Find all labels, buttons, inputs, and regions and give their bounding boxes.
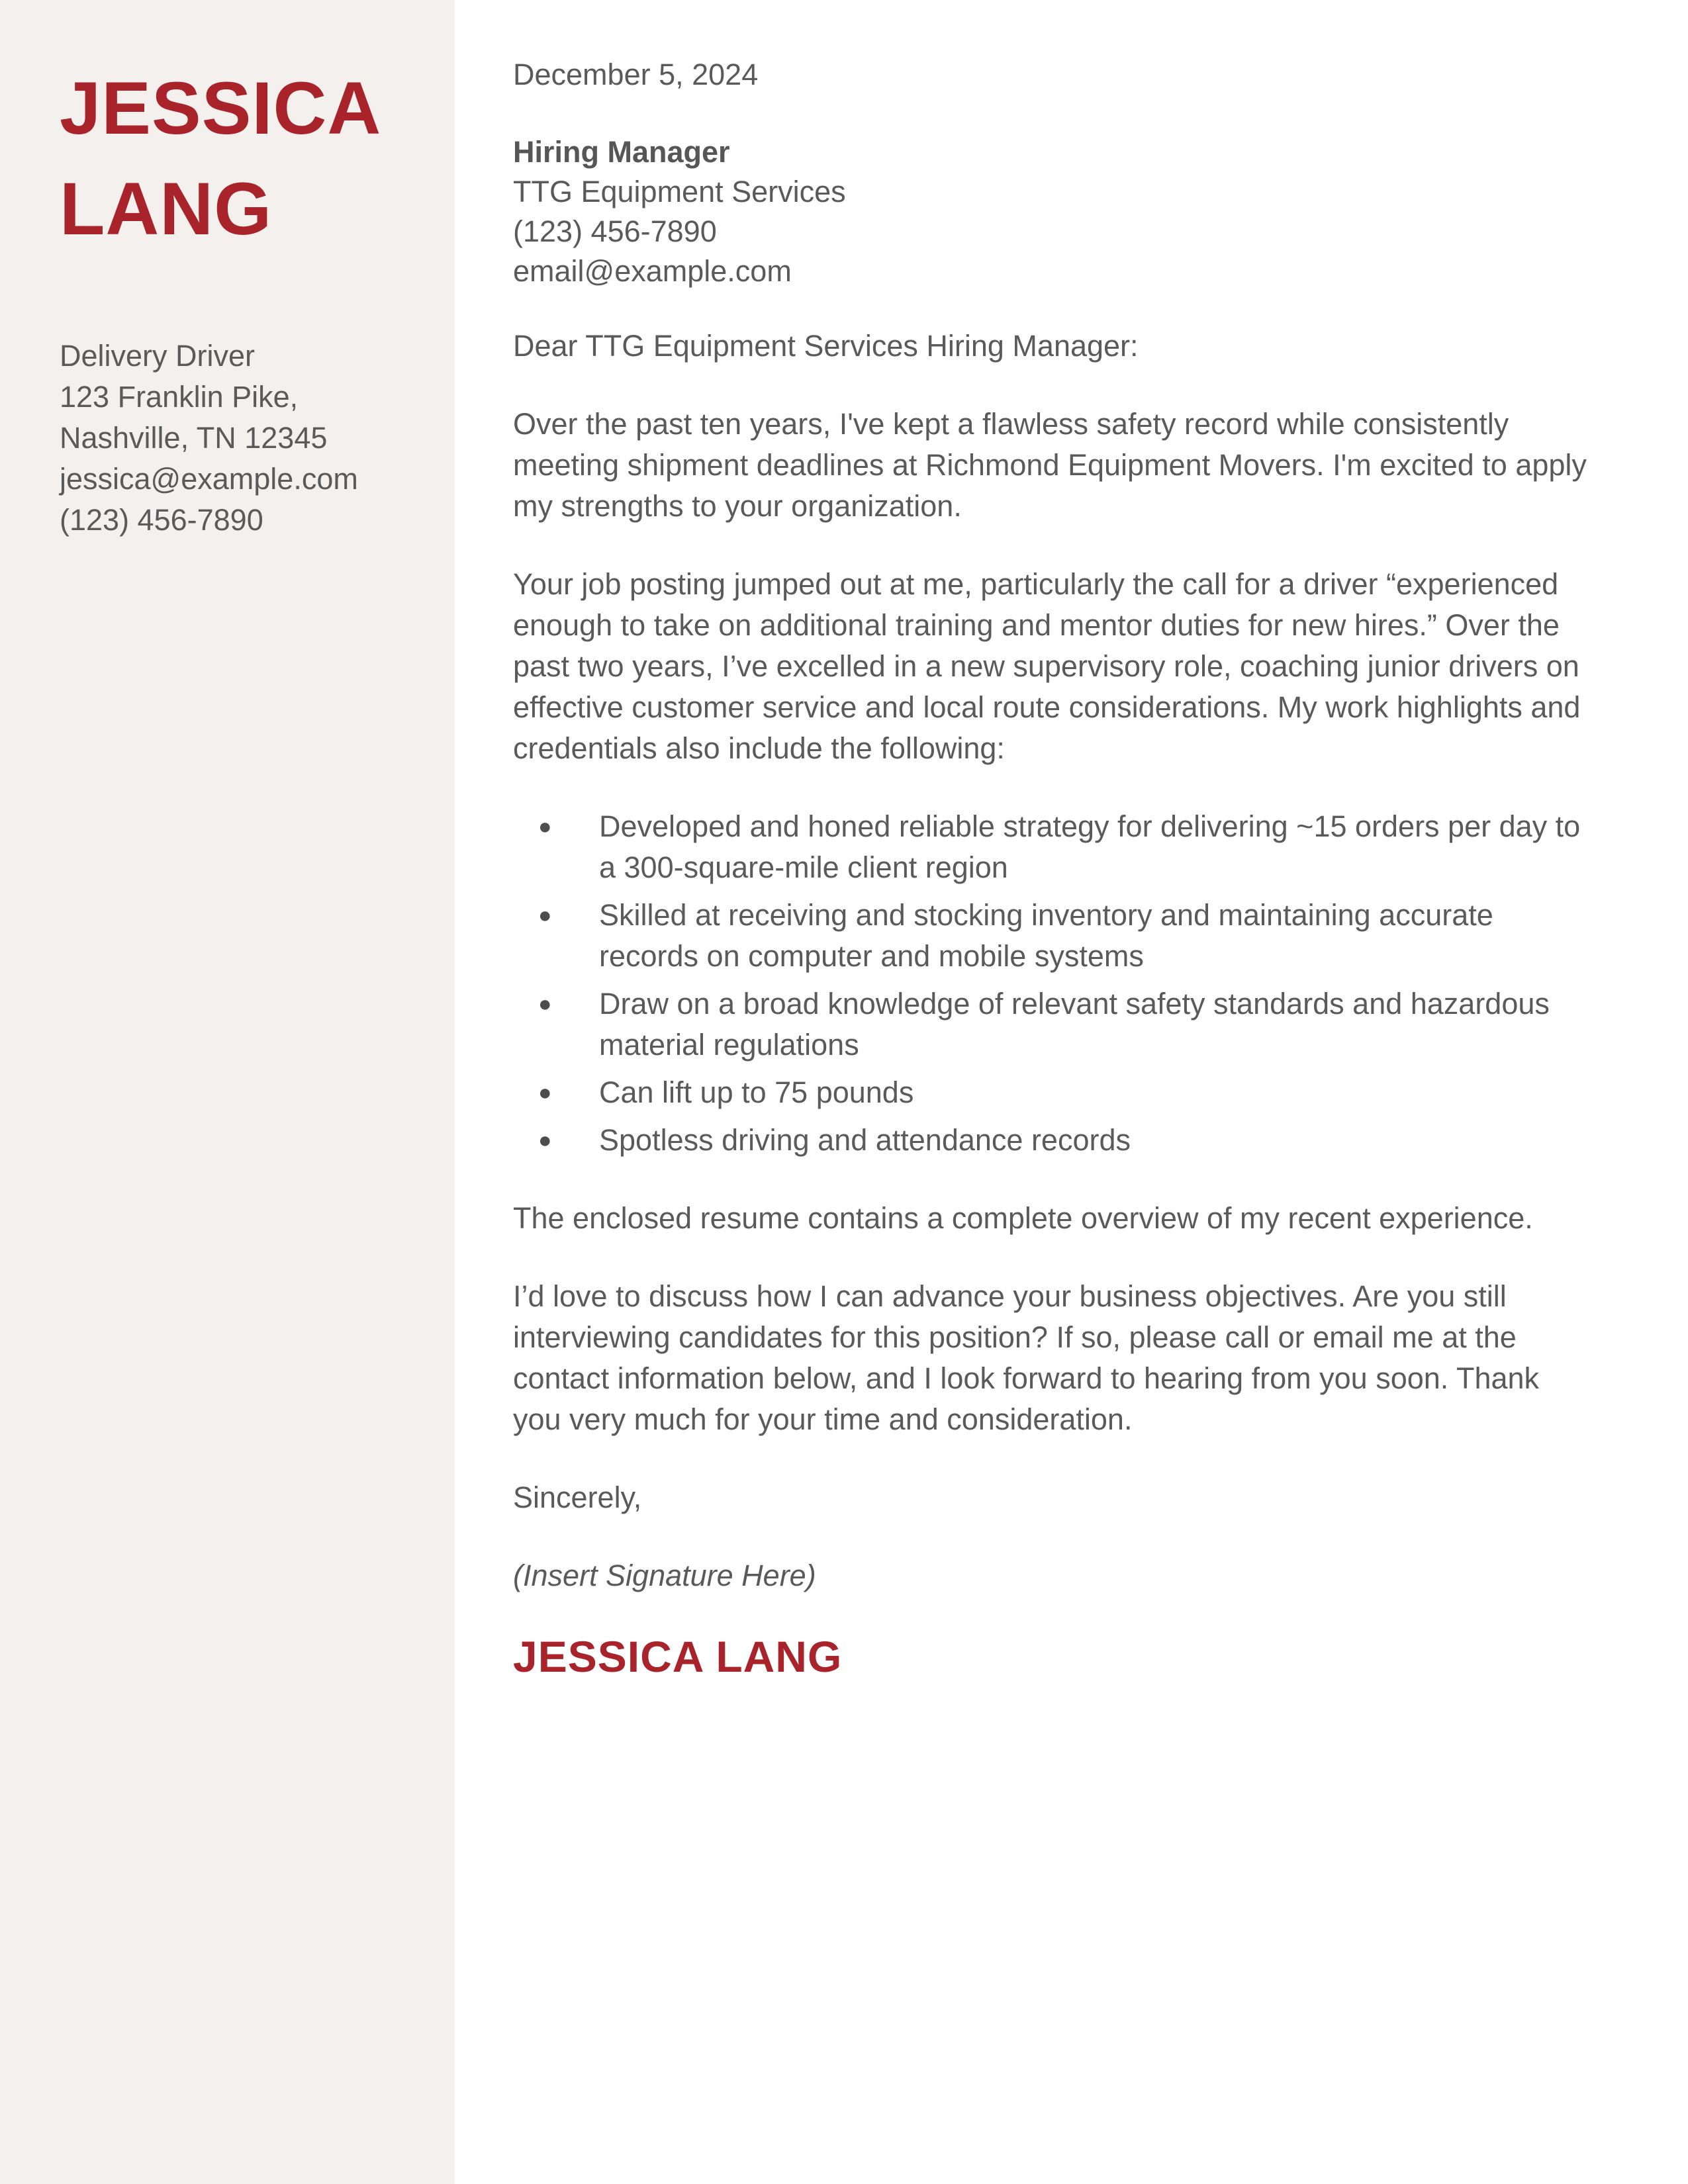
- applicant-email: jessica@example.com: [60, 462, 358, 496]
- list-item: ● Skilled at receiving and stocking inventory and maintaining accurate records on computer and mobile systems: [513, 895, 1589, 977]
- paragraph-intro: Over the past ten years, I've kept a flawless safety record while consistently meeting shipment deadlines at Richmond Equipment Movers. I'm excited to apply my strengths to your organization.: [513, 407, 1587, 523]
- closing: Sincerely,: [513, 1480, 642, 1514]
- recipient-company: TTG Equipment Services: [513, 175, 846, 208]
- letter-date: December 5, 2024: [513, 58, 759, 91]
- recipient-phone: (123) 456-7890: [513, 214, 717, 248]
- list-item: ● Draw on a broad knowledge of relevant safety standards and hazardous material regulations: [513, 983, 1589, 1066]
- letter-body: [455, 0, 1688, 2184]
- address-line1: 123 Franklin Pike,: [60, 380, 299, 414]
- paragraph-call-to-action: I’d love to discuss how I can advance your business objectives. Are you still interviewing candidates for this position? If so, please call or email me at the contact information below, and I look forward to hearing from you soon. Thank you very much for your time and consideration.: [513, 1279, 1540, 1436]
- applicant-name-line1: JESSICA: [60, 67, 382, 150]
- applicant-phone: (123) 456-7890: [60, 503, 263, 537]
- applicant-name-line2: LANG: [60, 167, 273, 250]
- recipient-name: Hiring Manager: [513, 135, 730, 169]
- signature-placeholder: (Insert Signature Here): [513, 1559, 816, 1592]
- paragraph-resume: The enclosed resume contains a complete overview of my recent experience.: [513, 1201, 1533, 1235]
- recipient-email: email@example.com: [513, 254, 792, 288]
- highlights-list: [513, 806, 1589, 1161]
- address-line2: Nashville, TN 12345: [60, 421, 328, 455]
- signature-name: JESSICA LANG: [513, 1632, 843, 1681]
- paragraph-job-posting: Your job posting jumped out at me, particularly the call for a driver “experienced enough to take on additional training and mentor duties for new hires.” Over the past two years, I’ve excelled in a new supervisory role, coaching junior drivers on effective customer service and local route considerations. My work highlights and credentials also include the following:: [513, 567, 1581, 765]
- contact-block: [60, 336, 418, 541]
- job-title: Delivery Driver: [60, 339, 256, 373]
- list-item: ● Developed and honed reliable strategy for delivering ~15 orders per day to a 300-square-mile client region: [513, 806, 1589, 888]
- sidebar: [0, 0, 455, 2184]
- applicant-name: [60, 58, 418, 259]
- list-item: ● Can lift up to 75 pounds: [513, 1072, 1589, 1113]
- recipient-block: [513, 132, 1589, 291]
- salutation: Dear TTG Equipment Services Hiring Manager:: [513, 329, 1139, 363]
- list-item: ● Spotless driving and attendance records: [513, 1120, 1589, 1161]
